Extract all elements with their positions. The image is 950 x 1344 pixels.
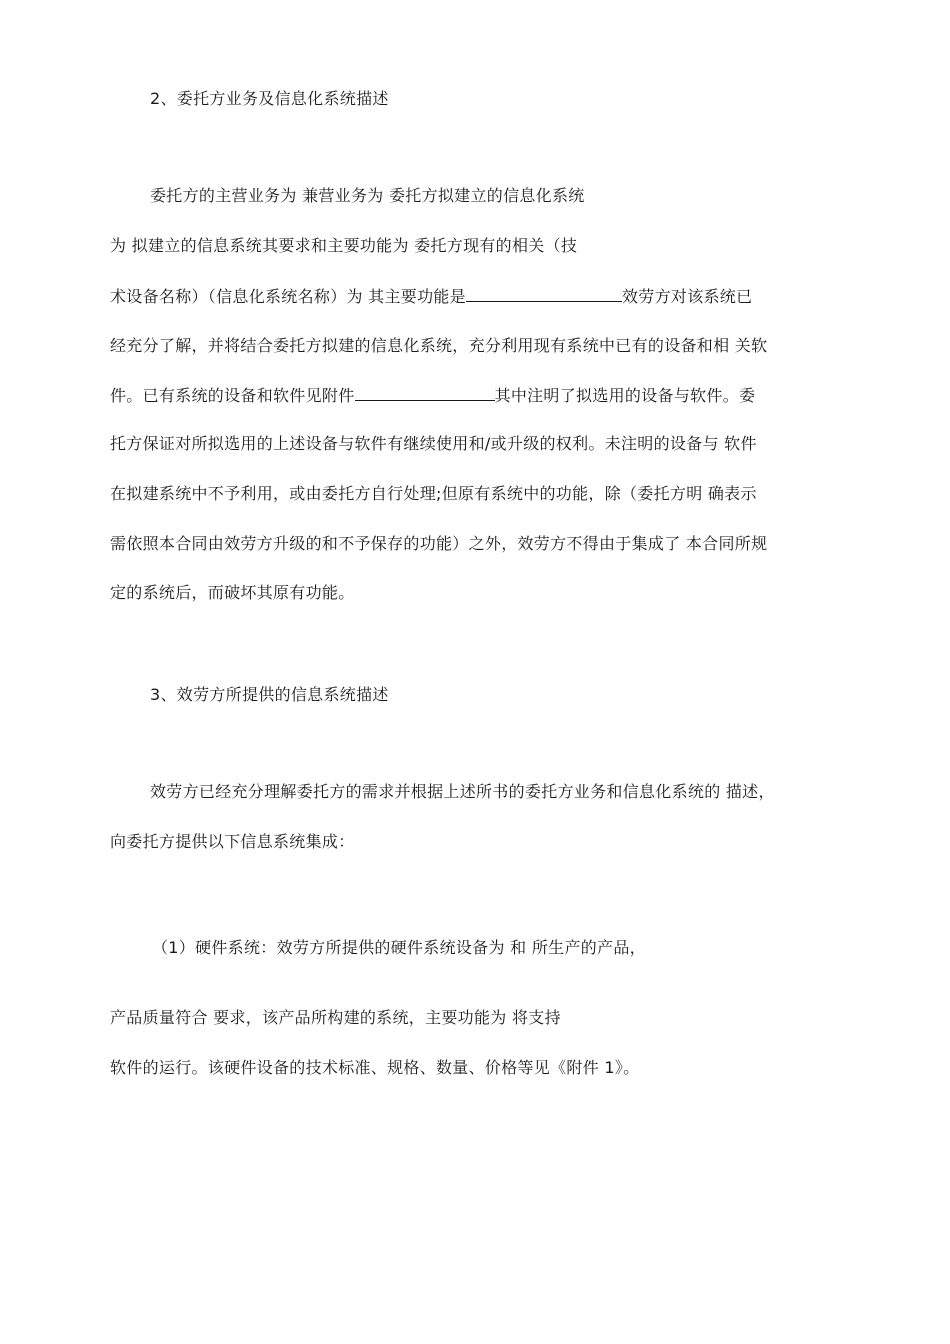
section-2-paragraph-line: 在拟建系统中不予利用，或由委托方自行处理;但原有系统中的功能，除（委托方明 确表示: [110, 484, 757, 503]
section-2-paragraph-line: 需依照本合同由效劳方升级的和不予保存的功能）之外，效劳方不得由于集成了 本合同所规: [110, 534, 768, 553]
section-2-paragraph-line: 为 拟建立的信息系统其要求和主要功能为 委托方现有的相关（技: [110, 236, 578, 255]
section-2-text: 其中注明了拟选用的设备与软件。委: [494, 386, 756, 405]
fill-in-blank: [466, 286, 622, 302]
section-3-paragraph-line: 向委托方提供以下信息系统集成：: [110, 832, 355, 851]
section-2-text: 效劳方对该系统已: [622, 287, 753, 306]
section-2-paragraph-line: [110, 286, 752, 307]
section-2-paragraph-line: [110, 385, 755, 406]
section-2-paragraph-line: 托方保证对所拟选用的上述设备与软件有继续使用和/或升级的权利。未注明的设备与 软件: [110, 434, 757, 453]
section-2-text: 术设备名称）（信息化系统名称）为 其主要功能是: [110, 287, 466, 306]
section-2-paragraph-line: 委托方的主营业务为 兼营业务为 委托方拟建立的信息化系统: [150, 186, 585, 205]
section-2-text: 件。已有系统的设备和软件见附件: [110, 386, 355, 405]
section-2-heading: 2、委托方业务及信息化系统描述: [150, 89, 389, 108]
item-1-line: 产品质量符合 要求，该产品所构建的系统，主要功能为 将支持: [110, 1008, 561, 1027]
item-1-line: 软件的运行。该硬件设备的技术标准、规格、数量、价格等见《附件 1》。: [110, 1058, 640, 1077]
fill-in-blank: [355, 385, 495, 401]
section-3-heading: 3、效劳方所提供的信息系统描述: [150, 685, 389, 704]
section-2-paragraph-line: 经充分了解，并将结合委托方拟建的信息化系统，充分利用现有系统中已有的设备和相 关软: [110, 336, 768, 355]
item-1-line: （1）硬件系统：效劳方所提供的硬件系统设备为 和 所生产的产品，: [152, 938, 646, 957]
section-2-paragraph-line: 定的系统后，而破坏其原有功能。: [110, 583, 355, 602]
section-3-paragraph-line: 效劳方已经充分理解委托方的需求并根据上述所书的委托方业务和信息化系统的 描述，: [150, 782, 775, 801]
